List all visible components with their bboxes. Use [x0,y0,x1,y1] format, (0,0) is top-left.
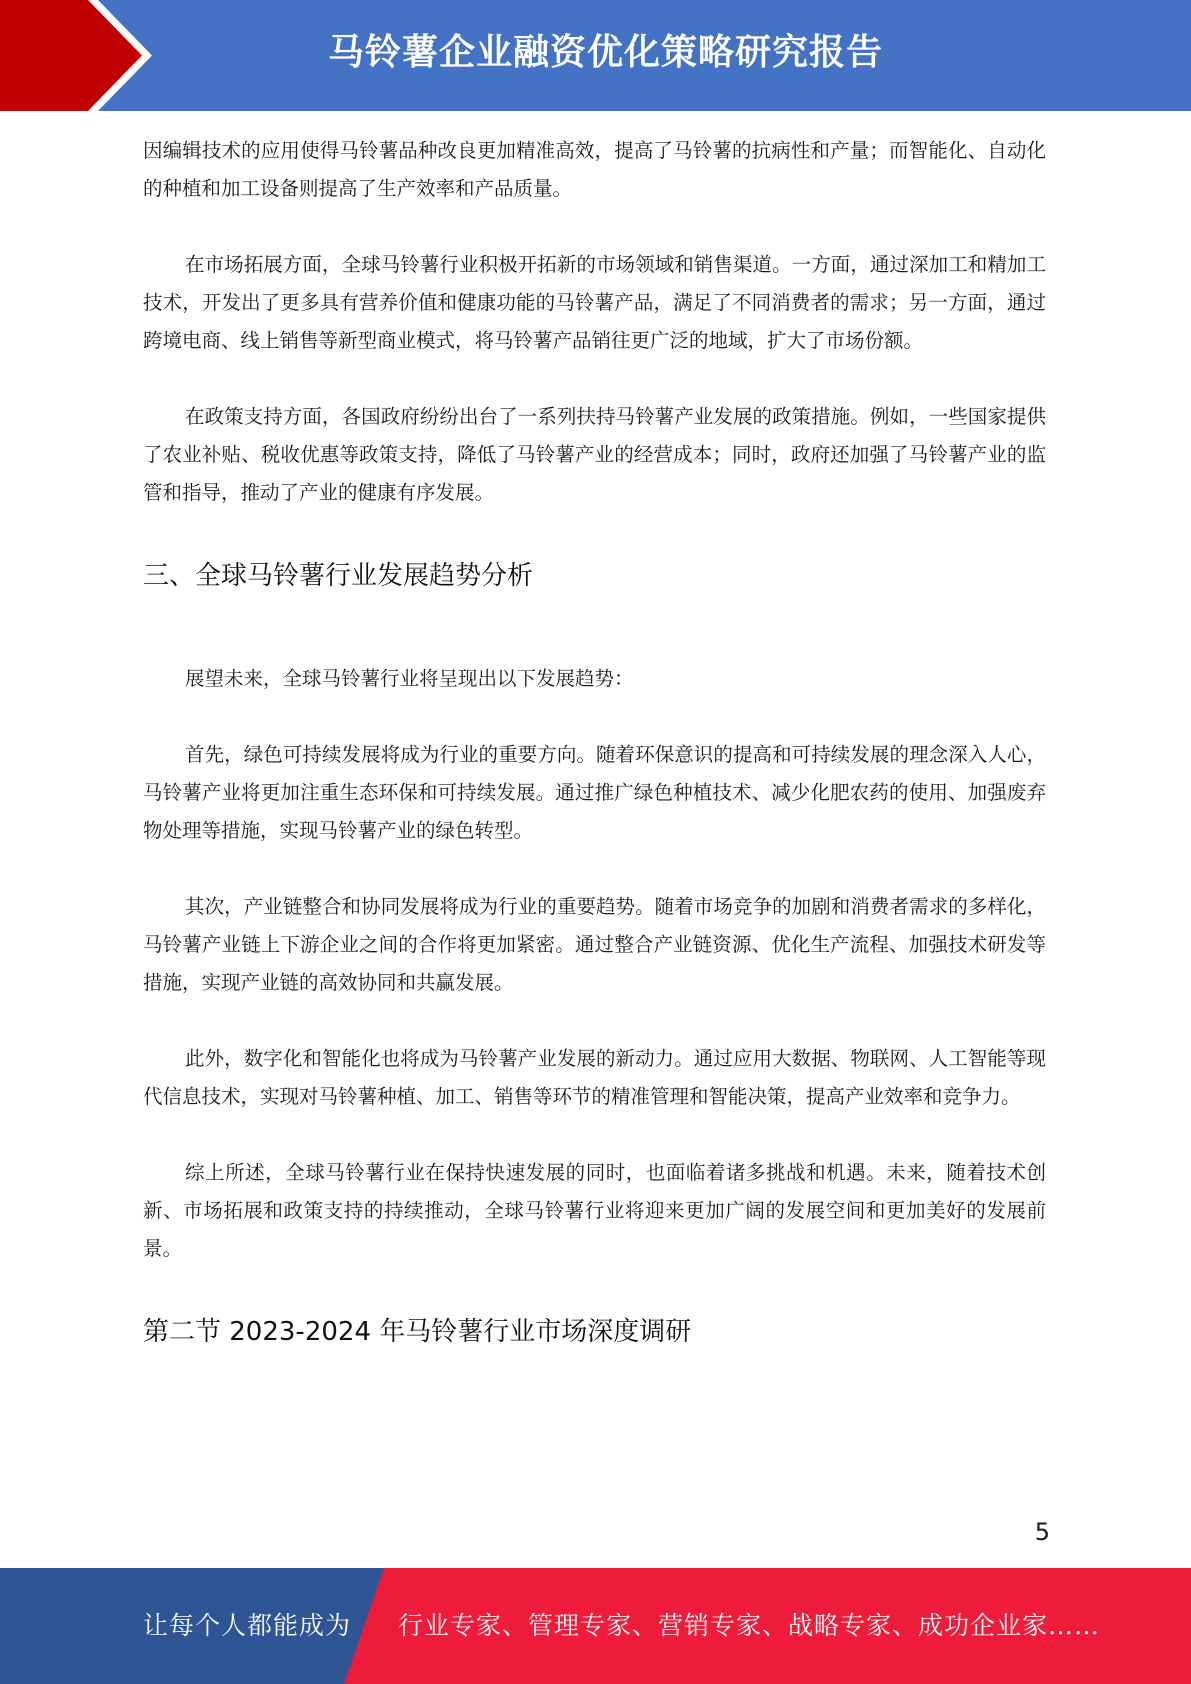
footer-banner [0,1568,1191,1684]
section-heading-2nd: 第二节 2023-2024 年马铃薯行业市场深度调研 [143,1317,692,1347]
page-number: 5 [1034,1518,1050,1546]
report-title: 马铃薯企业融资优化策略研究报告 [327,32,883,73]
paragraph-7: 此外，数字化和智能化也将成为马铃薯产业发展的新动力。通过应用大数据、物联网、人工智能等现代信息技术，实现对马铃薯种植、加工、销售等环节的精准管理和智能决策，提高产业效率和竞争力。 [143,1047,1046,1108]
paragraph-1: 因编辑技术的应用使得马铃薯品种改良更加精准高效，提高了马铃薯的抗病性和产量；而智能化、自动化的种植和加工设备则提高了生产效率和产品质量。 [143,139,1046,200]
paragraph-6: 其次，产业链整合和协同发展将成为行业的重要趋势。随着市场竞争的加剧和消费者需求的多样化，马铃薯产业链上下游企业之间的合作将更加紧密。通过整合产业链资源、优化生产流程、加强技术研发等措施，实现产业链的高效协同和共赢发展。 [143,895,1046,994]
section-heading-3: 三、全球马铃薯行业发展趋势分析 [143,561,534,591]
paragraph-4: 展望未来，全球马铃薯行业将呈现出以下发展趋势： [185,667,634,690]
paragraph-5: 首先，绿色可持续发展将成为行业的重要方向。随着环保意识的提高和可持续发展的理念深入人心，马铃薯产业将更加注重生态环保和可持续发展。通过推广绿色种植技术、减少化肥农药的使用、加强废弃物处理等措施，实现马铃薯产业的绿色转型。 [143,743,1046,842]
footer-slogan-right: 行业专家、管理专家、营销专家、战略专家、成功企业家…… [398,1611,1101,1640]
footer-slogan-left: 让每个人都能成为 [143,1611,352,1640]
paragraph-2: 在市场拓展方面，全球马铃薯行业积极开拓新的市场领域和销售渠道。一方面，通过深加工和精加工技术，开发出了更多具有营养价值和健康功能的马铃薯产品，满足了不同消费者的需求；另一方面，通过跨境电商、线上销售等新型商业模式，将马铃薯产品销往更广泛的地域，扩大了市场份额。 [143,253,1046,352]
paragraph-8: 综上所述，全球马铃薯行业在保持快速发展的同时，也面临着诸多挑战和机遇。未来，随着技术创新、市场拓展和政策支持的持续推动，全球马铃薯行业将迎来更加广阔的发展空间和更加美好的发展前景。 [143,1161,1046,1260]
page-content [143,132,1046,1350]
paragraph-3: 在政策支持方面，各国政府纷纷出台了一系列扶持马铃薯产业发展的政策措施。例如，一些国家提供了农业补贴、税收优惠等政策支持，降低了马铃薯产业的经营成本；同时，政府还加强了马铃薯产业的监管和指导，推动了产业的健康有序发展。 [143,405,1046,504]
header-banner [0,0,1191,111]
